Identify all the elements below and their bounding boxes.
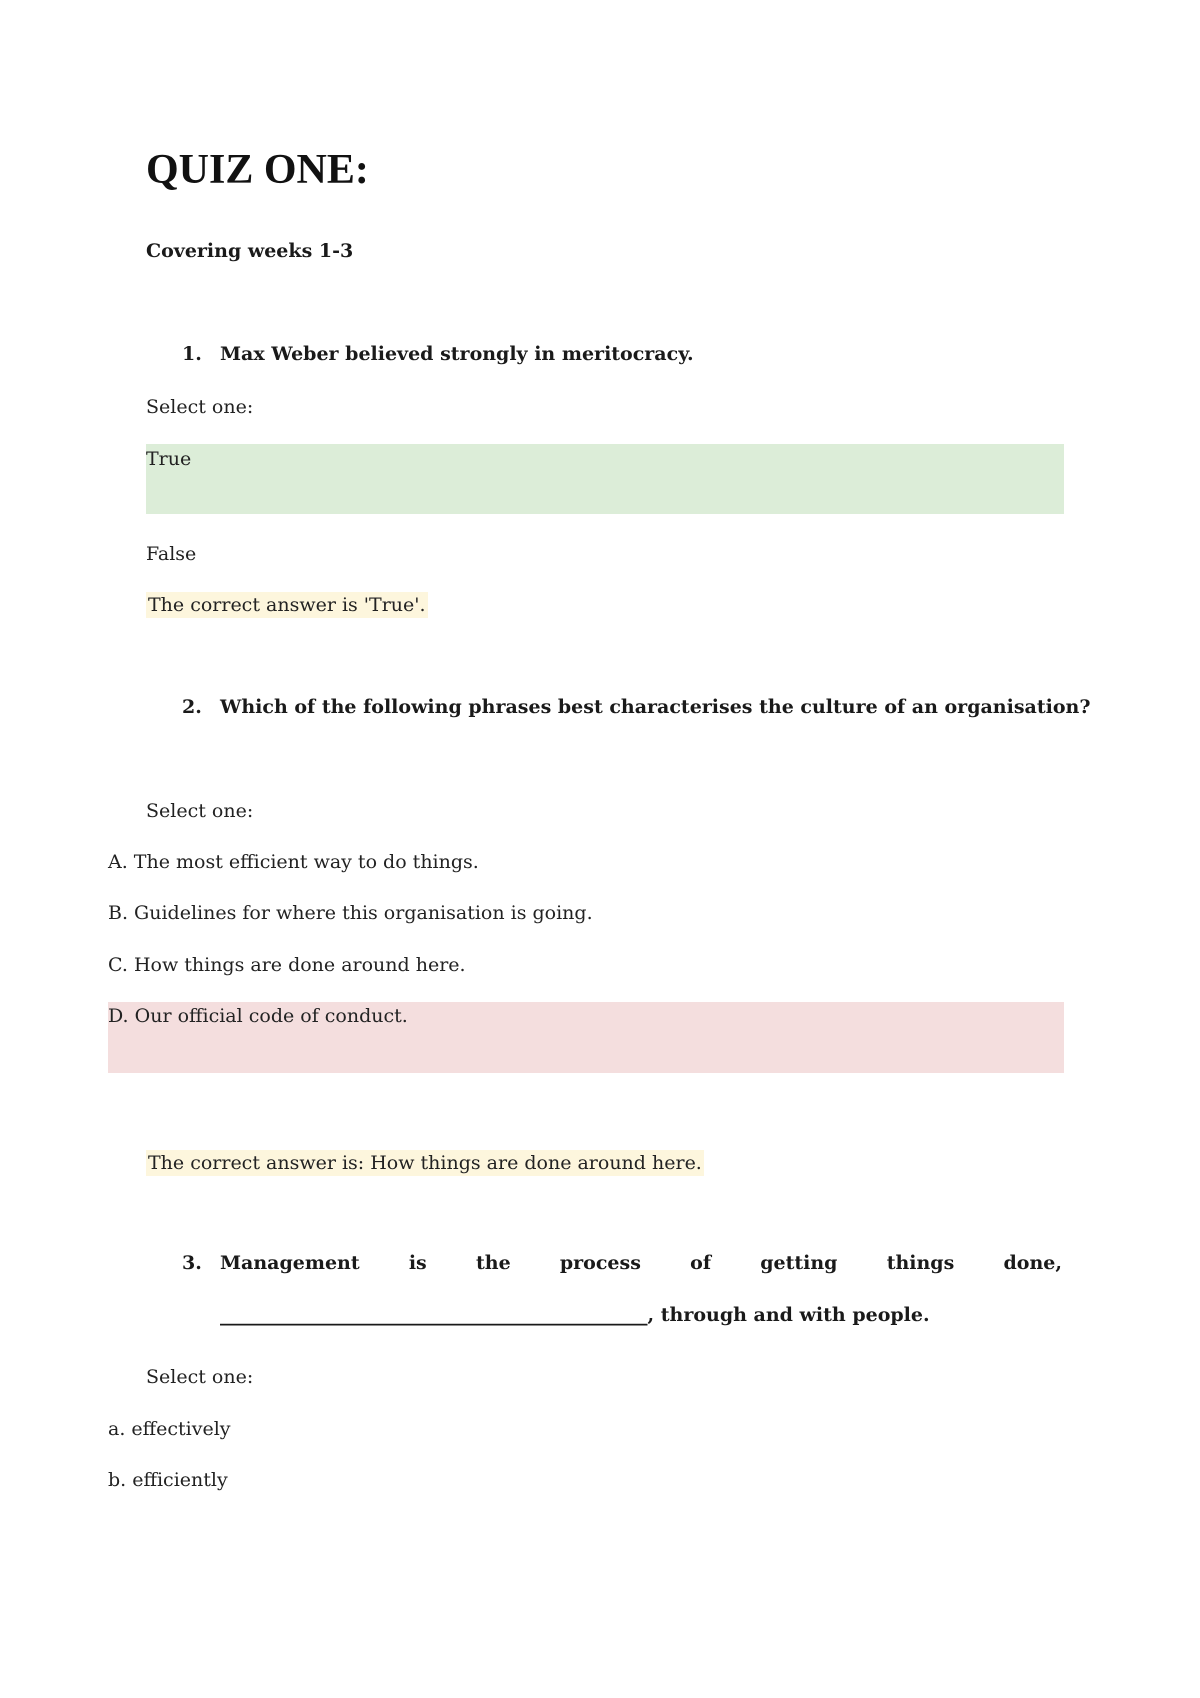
question-1-option-true-label: True <box>146 448 192 470</box>
question-3-text-line1 <box>220 1252 1062 1274</box>
question-3-text-line2: _____________________________________________, through and with people. <box>220 1304 930 1326</box>
question-1-text: Max Weber believed strongly in meritocracy. <box>220 343 694 365</box>
question-2-number: 2. <box>182 696 202 718</box>
page-subtitle: Covering weeks 1-3 <box>146 240 354 262</box>
question-1-feedback-text: The correct answer is 'True'. <box>148 594 426 616</box>
page-title: QUIZ ONE: <box>146 147 369 193</box>
question-2-prompt: Select one: <box>146 800 254 822</box>
question-3-prompt: Select one: <box>146 1366 254 1388</box>
question-2-option-c[interactable]: C. How things are done around here. <box>108 954 466 976</box>
question-3-option-b[interactable]: b. efficiently <box>108 1469 228 1491</box>
question-3-word: done, <box>1003 1252 1062 1274</box>
question-3-word: getting <box>760 1252 838 1274</box>
question-1-prompt: Select one: <box>146 396 254 418</box>
question-2-text: Which of the following phrases best characterises the culture of an organisation? <box>220 696 1091 718</box>
question-2-option-d[interactable] <box>108 1002 1064 1073</box>
question-3-word: of <box>690 1252 711 1274</box>
question-3-word: the <box>475 1252 511 1274</box>
question-2-feedback <box>146 1152 704 1174</box>
question-3-word: Management <box>220 1252 360 1274</box>
question-1-feedback <box>146 594 428 616</box>
question-1-option-false[interactable]: False <box>146 543 197 565</box>
question-3-number: 3. <box>182 1252 202 1274</box>
question-2-feedback-text: The correct answer is: How things are done around here. <box>148 1152 702 1174</box>
question-2-option-a[interactable]: A. The most efficient way to do things. <box>108 851 479 873</box>
question-1-option-true[interactable] <box>146 444 1064 514</box>
question-2-option-b[interactable]: B. Guidelines for where this organisation is going. <box>108 902 593 924</box>
question-3-word: things <box>886 1252 955 1274</box>
question-3-word: process <box>559 1252 641 1274</box>
question-2-option-d-label: D. Our official code of conduct. <box>108 1005 408 1027</box>
question-3-word: is <box>408 1252 427 1274</box>
question-1-number: 1. <box>182 343 202 365</box>
question-3-option-a[interactable]: a. effectively <box>108 1418 231 1440</box>
